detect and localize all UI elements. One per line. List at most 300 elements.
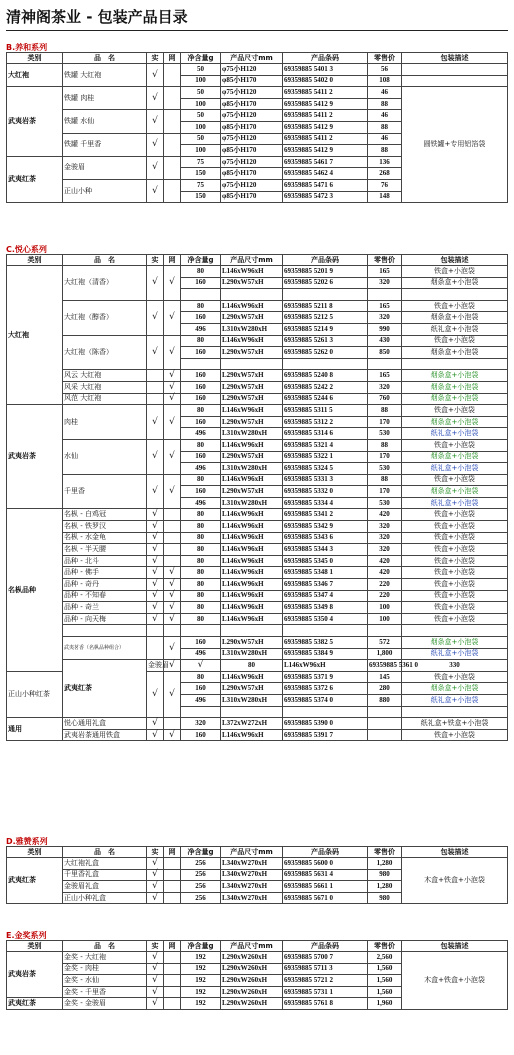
shi-check: √ — [147, 590, 164, 602]
retail-price: 1,560 — [368, 975, 402, 987]
header-price: 零售价 — [368, 53, 402, 64]
package-desc: 木盒+铁盒+小泡袋 — [402, 858, 508, 904]
retail-price: 46 — [368, 87, 402, 99]
product-name: 金骏眉 — [147, 660, 164, 672]
package-desc: 铁盒+小泡袋 — [402, 602, 508, 614]
table-row — [7, 613, 508, 625]
product-name: 铁罐 大红袍 — [63, 64, 147, 87]
net-weight: 50 — [181, 64, 221, 76]
category-cell: 武夷红茶 — [7, 156, 63, 202]
retail-price: 880 — [368, 694, 402, 706]
product-name: 正山小种礼盒 — [63, 892, 147, 904]
product-size: L146xW96xH — [221, 300, 283, 312]
shi-check — [147, 637, 164, 660]
product-name: 品种 - 佛手 — [63, 567, 147, 579]
table-row — [7, 567, 508, 579]
net-weight: 80 — [181, 671, 221, 683]
barcode: 69359885 5262 0 — [283, 347, 368, 359]
wang-check — [164, 963, 181, 975]
table-row — [7, 579, 508, 591]
package-desc — [402, 289, 508, 301]
net-weight: 80 — [181, 474, 221, 486]
wang-check — [164, 179, 181, 202]
product-size: L146xW96xH — [221, 509, 283, 521]
retail-price: 2,560 — [368, 952, 402, 964]
package-desc: 铁盒+小泡袋 — [402, 439, 508, 451]
product-name: 铁罐 千里香 — [63, 133, 147, 156]
wang-check — [164, 986, 181, 998]
package-desc: 纸礼盒+小泡袋 — [402, 463, 508, 475]
wang-check — [164, 87, 181, 110]
shi-check: √ — [147, 179, 164, 202]
net-weight: 160 — [181, 637, 221, 649]
category-cell: 通用 — [7, 718, 63, 741]
retail-price: 88 — [368, 121, 402, 133]
product-name: 品种 - 北斗 — [63, 555, 147, 567]
package-desc: 烟条盒+小泡袋 — [402, 347, 508, 359]
barcode: 69359885 5412 9 — [283, 98, 368, 110]
product-name: 金奖 - 千里香 — [63, 986, 147, 998]
shi-check: √ — [147, 579, 164, 591]
retail-price: 268 — [368, 168, 402, 180]
package-desc: 铁盒+小泡袋 — [402, 671, 508, 683]
barcode: 69359885 5711 3 — [283, 963, 368, 975]
product-table — [6, 254, 508, 741]
net-weight: 256 — [181, 892, 221, 904]
product-name: 金骏眉礼盒 — [63, 881, 147, 893]
barcode: 69359885 5361 0 — [368, 660, 402, 672]
retail-price: 170 — [368, 486, 402, 498]
product-size: φ85小H170 — [221, 145, 283, 157]
shi-check: √ — [147, 858, 164, 870]
package-desc — [402, 75, 508, 87]
retail-price: 420 — [368, 555, 402, 567]
net-weight: 75 — [181, 179, 221, 191]
shi-check: √ — [147, 64, 164, 87]
retail-price: 46 — [368, 133, 402, 145]
wang-check: √ — [164, 266, 181, 301]
product-size: L146xW96xH — [221, 567, 283, 579]
retail-price: 136 — [368, 156, 402, 168]
package-desc: 铁盒+小泡袋 — [402, 555, 508, 567]
table-row — [7, 555, 508, 567]
shi-check: √ — [147, 567, 164, 579]
product-size: L340xW270xH — [221, 881, 283, 893]
wang-check: √ — [181, 660, 221, 672]
product-size: L146xW96xH — [221, 602, 283, 614]
product-name: 风云 大红袍 — [63, 370, 147, 382]
retail-price: 320 — [368, 381, 402, 393]
category-cell: 武夷红茶 — [7, 998, 63, 1010]
barcode: 69359885 5242 2 — [283, 381, 368, 393]
wang-check — [164, 998, 181, 1010]
product-name: 名枞 - 半天腰 — [63, 544, 147, 556]
wang-check: √ — [164, 613, 181, 625]
retail-price: 165 — [368, 266, 402, 278]
shi-check: √ — [147, 133, 164, 156]
retail-price — [368, 706, 402, 718]
product-table — [6, 52, 508, 203]
shi-check — [147, 625, 164, 637]
product-size: L146xW96xH — [221, 579, 283, 591]
header-desc: 包装描述 — [402, 255, 508, 266]
retail-price: 170 — [368, 416, 402, 428]
net-weight — [181, 625, 221, 637]
retail-price — [368, 625, 402, 637]
shi-check: √ — [147, 87, 164, 110]
package-desc: 铁盒+小泡袋 — [402, 521, 508, 533]
net-weight: 160 — [181, 486, 221, 498]
wang-check: √ — [164, 590, 181, 602]
barcode: 69359885 5390 0 — [283, 718, 368, 730]
net-weight: 160 — [181, 347, 221, 359]
product-size: L290xW260xH — [221, 998, 283, 1010]
shi-check: √ — [147, 729, 164, 741]
shi-check: √ — [147, 300, 164, 335]
barcode: 69359885 5472 3 — [283, 191, 368, 203]
net-weight: 160 — [181, 729, 221, 741]
product-name: 大红袍（清香） — [63, 266, 147, 301]
product-size: L290xW260xH — [221, 986, 283, 998]
product-size — [221, 625, 283, 637]
product-size: L340xW270xH — [221, 858, 283, 870]
package-desc: 铁盒+小泡袋 — [402, 567, 508, 579]
shi-check: √ — [147, 335, 164, 370]
retail-price: 980 — [368, 869, 402, 881]
wang-check — [164, 625, 181, 637]
barcode: 69359885 5402 0 — [283, 75, 368, 87]
net-weight: 192 — [181, 975, 221, 987]
barcode: 69359885 5341 2 — [283, 509, 368, 521]
header-shi: 实 — [147, 255, 164, 266]
shi-check: √ — [147, 439, 164, 474]
product-name: 品种 - 奇丹 — [63, 579, 147, 591]
net-weight: 80 — [181, 544, 221, 556]
net-weight: 50 — [181, 110, 221, 122]
net-weight — [181, 289, 221, 301]
shi-check: √ — [147, 952, 164, 964]
wang-check: √ — [164, 474, 181, 509]
net-weight: 80 — [181, 555, 221, 567]
retail-price: 320 — [368, 532, 402, 544]
net-weight: 80 — [181, 602, 221, 614]
barcode: 69359885 5312 2 — [283, 416, 368, 428]
header-name: 品 名 — [63, 53, 147, 64]
net-weight: 192 — [181, 952, 221, 964]
product-size: L146xW96xH — [221, 671, 283, 683]
net-weight: 80 — [181, 567, 221, 579]
wang-check: √ — [164, 567, 181, 579]
wang-check — [164, 858, 181, 870]
net-weight: 80 — [181, 266, 221, 278]
net-weight: 160 — [181, 683, 221, 695]
barcode: 69359885 5261 3 — [283, 335, 368, 347]
net-weight: 80 — [181, 300, 221, 312]
product-name: 大红袍（陈香） — [63, 335, 147, 370]
retail-price: 170 — [368, 451, 402, 463]
retail-price — [368, 358, 402, 370]
net-weight: 160 — [181, 312, 221, 324]
product-name: 千里香礼盒 — [63, 869, 147, 881]
wang-check — [164, 952, 181, 964]
net-weight: 100 — [181, 98, 221, 110]
table-row — [7, 729, 508, 741]
package-desc — [402, 64, 508, 76]
retail-price: 420 — [368, 509, 402, 521]
header-size: 产品尺寸mm — [221, 255, 283, 266]
header-row — [7, 255, 508, 266]
header-row — [7, 847, 508, 858]
page-title: 清神阁茶业 - 包装产品目录 — [6, 8, 188, 26]
shi-check: √ — [147, 892, 164, 904]
retail-price: 100 — [368, 613, 402, 625]
header-row — [7, 53, 508, 64]
wang-check — [164, 509, 181, 521]
net-weight: 320 — [181, 718, 221, 730]
category-cell: 武夷红茶 — [63, 660, 147, 718]
retail-price: 165 — [368, 300, 402, 312]
category-cell: 武夷岩茶 — [7, 87, 63, 157]
table-row — [7, 637, 508, 649]
shi-check — [147, 370, 164, 382]
wang-check — [164, 521, 181, 533]
net-weight: 80 — [181, 335, 221, 347]
net-weight: 160 — [181, 370, 221, 382]
header-price: 零售价 — [368, 847, 402, 858]
retail-price: 320 — [368, 544, 402, 556]
product-name: 名枞 - 铁罗汉 — [63, 521, 147, 533]
net-weight — [181, 358, 221, 370]
retail-price — [368, 718, 402, 730]
net-weight: 80 — [181, 405, 221, 417]
net-weight: 75 — [181, 156, 221, 168]
barcode: 69359885 5211 8 — [283, 300, 368, 312]
header-wang: 网 — [164, 53, 181, 64]
barcode — [283, 706, 368, 718]
product-size: L146xW96xH — [221, 729, 283, 741]
barcode: 69359885 5600 0 — [283, 858, 368, 870]
net-weight: 496 — [181, 428, 221, 440]
header-code: 产品条码 — [283, 941, 368, 952]
retail-price: 280 — [368, 683, 402, 695]
table-row — [7, 625, 508, 637]
retail-price: 165 — [368, 370, 402, 382]
wang-check: √ — [164, 579, 181, 591]
wang-check: √ — [164, 393, 181, 405]
barcode: 69359885 5212 5 — [283, 312, 368, 324]
product-size: L290xW57xH — [221, 451, 283, 463]
barcode: 69359885 5631 4 — [283, 869, 368, 881]
package-desc: 木盒+铁盒+小泡袋 — [402, 952, 508, 1010]
shi-check: √ — [147, 986, 164, 998]
shi-check: √ — [147, 602, 164, 614]
barcode: 69359885 5343 6 — [283, 532, 368, 544]
product-name: 武夷茗香（名枞品种组合） — [63, 637, 147, 660]
retail-price: 530 — [368, 463, 402, 475]
net-weight: 496 — [181, 463, 221, 475]
package-desc: 铁盒+小泡袋 — [402, 509, 508, 521]
retail-price: 530 — [368, 428, 402, 440]
wang-check: √ — [164, 602, 181, 614]
wang-check — [164, 892, 181, 904]
wang-check — [164, 110, 181, 133]
retail-price: 46 — [368, 110, 402, 122]
retail-price: 760 — [368, 393, 402, 405]
product-name: 品种 - 向天梅 — [63, 613, 147, 625]
product-size: L340xW270xH — [221, 869, 283, 881]
table-row — [7, 64, 508, 76]
net-weight: 496 — [181, 497, 221, 509]
net-weight: 50 — [181, 133, 221, 145]
product-size: L290xW57xH — [221, 486, 283, 498]
table-row — [7, 266, 508, 278]
wang-check — [164, 64, 181, 87]
package-desc: 烟条盒+小泡袋 — [402, 451, 508, 463]
product-size: L310xW280xH — [221, 428, 283, 440]
net-weight: 100 — [181, 145, 221, 157]
wang-check: √ — [164, 335, 181, 370]
net-weight: 80 — [181, 613, 221, 625]
shi-check: √ — [147, 671, 164, 717]
package-desc: 烟条盒+小泡袋 — [402, 277, 508, 289]
barcode: 69359885 5700 7 — [283, 952, 368, 964]
barcode: 69359885 5202 6 — [283, 277, 368, 289]
wang-check — [164, 544, 181, 556]
barcode: 69359885 5345 0 — [283, 555, 368, 567]
product-name: 金奖 - 肉桂 — [63, 963, 147, 975]
wang-check: √ — [164, 370, 181, 382]
shi-check — [147, 393, 164, 405]
product-table — [6, 846, 508, 904]
product-size: L146xW96xH — [221, 532, 283, 544]
wang-check: √ — [164, 439, 181, 474]
package-desc: 烟条盒+小泡袋 — [402, 637, 508, 649]
table-row — [7, 952, 508, 964]
net-weight: 496 — [181, 648, 221, 660]
barcode: 69359885 5348 1 — [283, 567, 368, 579]
retail-price: 88 — [368, 474, 402, 486]
barcode: 69359885 5344 3 — [283, 544, 368, 556]
package-desc: 烟条盒+小泡袋 — [402, 381, 508, 393]
product-size: L146xW96xH — [283, 660, 368, 672]
retail-price: 1,800 — [368, 648, 402, 660]
wang-check — [164, 975, 181, 987]
barcode — [283, 289, 368, 301]
table-row — [7, 381, 508, 393]
shi-check: √ — [147, 975, 164, 987]
package-desc: 铁盒+小泡袋 — [402, 544, 508, 556]
package-desc: 烟条盒+小泡袋 — [402, 393, 508, 405]
header-wang: 网 — [164, 847, 181, 858]
net-weight: 100 — [181, 121, 221, 133]
net-weight: 160 — [181, 393, 221, 405]
header-desc: 包装描述 — [402, 847, 508, 858]
barcode — [283, 625, 368, 637]
barcode: 69359885 5471 6 — [283, 179, 368, 191]
product-size: L290xW57xH — [221, 312, 283, 324]
category-cell: 武夷红茶 — [7, 858, 63, 904]
barcode: 69359885 5671 0 — [283, 892, 368, 904]
retail-price: 320 — [368, 312, 402, 324]
table-row — [7, 602, 508, 614]
product-size: L146xW96xH — [221, 266, 283, 278]
barcode: 69359885 5349 8 — [283, 602, 368, 614]
product-size: L290xW57xH — [221, 683, 283, 695]
package-desc: 铁盒+小泡袋 — [402, 579, 508, 591]
header-shi: 实 — [147, 847, 164, 858]
product-size: L290xW57xH — [221, 277, 283, 289]
barcode: 69359885 5731 1 — [283, 986, 368, 998]
retail-price: 1,280 — [368, 858, 402, 870]
shi-check: √ — [164, 660, 181, 672]
product-name: 大红袍礼盒 — [63, 858, 147, 870]
product-size: L290xW57xH — [221, 393, 283, 405]
shi-check: √ — [147, 156, 164, 179]
header-wang: 网 — [164, 255, 181, 266]
header-category: 类别 — [7, 53, 63, 64]
product-name: 金骏眉 — [63, 156, 147, 179]
product-name: 风范 大红袍 — [63, 393, 147, 405]
section-label: C.悦心系列 — [6, 245, 47, 254]
product-name: 铁罐 水仙 — [63, 110, 147, 133]
product-name: 金奖 - 大红袍 — [63, 952, 147, 964]
wang-check — [164, 555, 181, 567]
net-weight — [181, 706, 221, 718]
retail-price: 1,280 — [368, 881, 402, 893]
barcode: 69359885 5334 4 — [283, 497, 368, 509]
product-name: 肉桂 — [63, 405, 147, 440]
product-size: φ85小H170 — [221, 98, 283, 110]
wang-check: √ — [164, 381, 181, 393]
shi-check: √ — [147, 532, 164, 544]
header-wang: 网 — [164, 941, 181, 952]
barcode: 69359885 5401 3 — [283, 64, 368, 76]
net-weight: 50 — [181, 87, 221, 99]
retail-price: 572 — [368, 637, 402, 649]
net-weight: 256 — [181, 858, 221, 870]
barcode: 69359885 5214 9 — [283, 323, 368, 335]
net-weight: 150 — [181, 168, 221, 180]
wang-check — [164, 869, 181, 881]
shi-check: √ — [147, 998, 164, 1010]
shi-check: √ — [147, 881, 164, 893]
net-weight: 160 — [181, 416, 221, 428]
product-size: L146xW96xH — [221, 439, 283, 451]
product-name: 品种 - 不知春 — [63, 590, 147, 602]
shi-check: √ — [147, 405, 164, 440]
retail-price — [368, 289, 402, 301]
table-row — [7, 858, 508, 870]
package-desc: 烟条盒+小泡袋 — [402, 486, 508, 498]
product-size: φ75小H120 — [221, 64, 283, 76]
wang-check — [164, 718, 181, 730]
barcode: 69359885 5721 2 — [283, 975, 368, 987]
barcode: 69359885 5462 4 — [283, 168, 368, 180]
product-size: φ75小H120 — [221, 87, 283, 99]
product-size: L310xW280xH — [221, 694, 283, 706]
table-row — [7, 590, 508, 602]
retail-price: 320 — [368, 521, 402, 533]
package-desc: 铁盒+小泡袋 — [402, 405, 508, 417]
product-size: φ75小H120 — [221, 110, 283, 122]
header-code: 产品条码 — [283, 255, 368, 266]
product-name: 名枞 - 水金龟 — [63, 532, 147, 544]
package-desc: 烟条盒+小泡袋 — [402, 312, 508, 324]
barcode: 69359885 5244 6 — [283, 393, 368, 405]
product-name: 金奖 - 金骏眉 — [63, 998, 147, 1010]
product-name: 正山小种红茶 — [7, 671, 63, 717]
shi-check: √ — [147, 521, 164, 533]
